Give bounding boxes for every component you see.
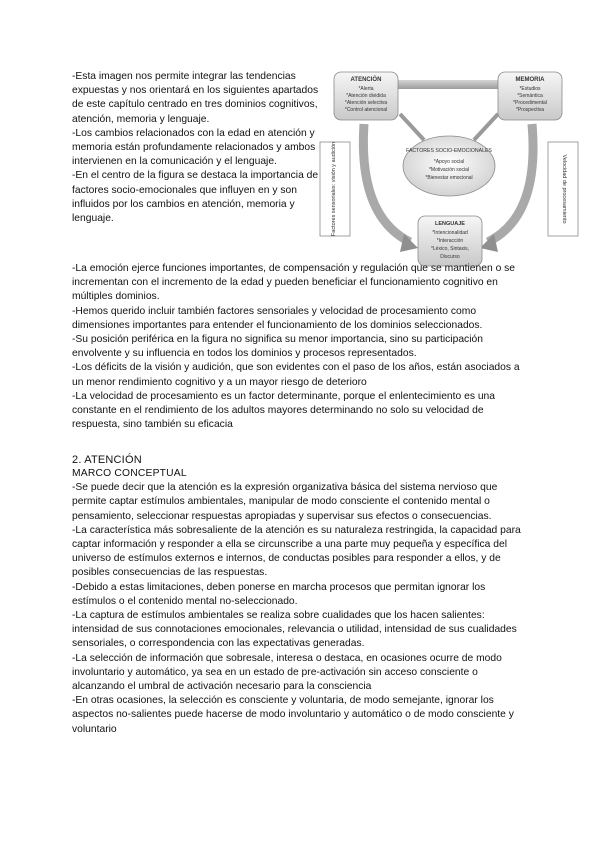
memoria-item: *Prospectiva	[515, 107, 545, 113]
lenguaje-item: *Intencionalidad	[432, 230, 468, 236]
box-lenguaje	[418, 216, 482, 266]
paragraph: -Los déficits de la visión y audición, que son evidentes con el paso de los años, están asociados a un menor rendimiento cognitivo y a un mayor riesgo de deterioro	[72, 362, 520, 388]
lenguaje-item: *Léxico, Sintaxis,	[430, 246, 470, 252]
paragraph: -En otras ocasiones, la selección es consciente y voluntaria, de modo semejante, ignorar los aspectos no-salientes puede hacerse de modo involuntario y automático o de modo consciente y voluntario	[72, 695, 514, 735]
atencion-item: *Control atencional	[344, 107, 388, 113]
paragraph: -La captura de estímulos ambientales se realiza sobre cualidades que los hacen salientes: intensidad de sus connotaciones emocionales, relevancia o utilidad, intensidad de sus cualidades sensoriales, o correspondencia con las expectativas generadas.	[72, 610, 517, 650]
memoria-title: MEMORIA	[515, 77, 545, 83]
lenguaje-item: Discurso	[440, 254, 460, 260]
cognitive-domains-figure	[318, 66, 580, 272]
paragraph: -Esta imagen nos permite integrar las tendencias expuestas y nos orientará en los siguientes apartados de este capítulo centrado en tres dominios cognitivos, atención, memoria y lenguaje.	[72, 71, 319, 125]
paragraph: -En el centro de la figura se destaca la importancia de factores socio-emocionales que influyen en y son influidos por los cambios en atención, memoria y lenguaje.	[72, 170, 319, 225]
paragraph: -La velocidad de procesamiento es un factor determinante, porque el enlentecimiento es una constante en el rendimiento de los adultos mayores determinando no solo su velocidad de respuesta, sino también su eficacia	[72, 390, 496, 431]
memoria-item: *Semántica	[517, 93, 543, 99]
intro-full-width	[72, 262, 532, 432]
arrow-atencion-memoria	[386, 76, 510, 93]
box-atencion	[334, 72, 398, 120]
paragraph: -Hemos querido incluir también factores sensoriales y velocidad de procesamiento como dimensiones importantes para entender el funcionamiento de los dominios seleccionados.	[72, 305, 483, 331]
arrow-memoria-lenguaje	[480, 124, 533, 252]
atencion-item: *Atención selectiva	[344, 100, 388, 106]
atencion-title: ATENCIÓN	[350, 77, 382, 83]
socio-item: *Apoyo social	[433, 159, 465, 165]
paragraph: -La característica más sobresaliente de la atención es su naturaleza restringida, la capacidad para captar información y responder a ella se circunscribe a una parte muy pequeña y específica del universo de estímulos externos e internos, de conductas posibles para responder a ellos, y de posibles consecuencias de las respuestas.	[72, 524, 521, 579]
memoria-item: *Procedimental	[513, 100, 547, 106]
paragraph: -Su posición periférica en la figura no significa su menor importancia, sino su participación envolvente y su influencia en todos los dominios y procesos representados.	[72, 334, 483, 360]
paragraph: -Debido a estas limitaciones, deben ponerse en marcha procesos que permitan ignorar los estímulos o el contenido mental no-seleccionado.	[72, 581, 486, 607]
lenguaje-item: *Interacción	[436, 238, 464, 244]
atencion-item: *Alerta	[358, 86, 374, 92]
section-atencion	[72, 453, 532, 737]
velocidad-procesamiento-label: Velocidad de procesamiento	[561, 154, 567, 224]
section-title: 2. ATENCIÓN	[72, 454, 142, 466]
memoria-item: *Estudios	[519, 86, 541, 92]
lenguaje-title: LENGUAJE	[435, 221, 465, 227]
arrow-atencion-lenguaje	[363, 124, 418, 252]
box-velocidad-procesamiento	[548, 142, 578, 236]
paragraph: -La selección de información que sobresale, interesa o destaca, en ocasiones ocurre de modo involuntario y automático, ya sea en un estado de pre-activación sin acceso consciente o alcanzando el umbral de activación necesario para la consciencia	[72, 652, 502, 693]
ellipse-socio-emocionales	[403, 136, 495, 196]
paragraph: -Los cambios relacionados con la edad en atención y memoria están profundamente relacionados y ambos intervienen en la comunicación y el lenguaje.	[72, 127, 316, 168]
socio-item: *Bienestar emocional	[425, 175, 473, 181]
box-factores-sensoriales	[320, 142, 350, 236]
paragraph: -La emoción ejerce funciones importantes, de compensación y regulación que se mantienen o se incrementan con el incremento de la edad y pueden beneficiar el funcionamiento cognitivo en múltiples dominios.	[72, 263, 516, 303]
section-subtitle: MARCO CONCEPTUAL	[72, 468, 187, 479]
atencion-item: *Atención dividida	[346, 93, 386, 99]
box-memoria	[498, 72, 562, 120]
connector-atencion-socio	[400, 114, 424, 140]
socio-title: FACTORES SOCIO-EMOCIONALES	[406, 148, 492, 154]
connector-memoria-socio	[474, 114, 498, 140]
paragraph: -Se puede decir que la atención es la expresión organizativa básica del sistema nervioso que permite captar estímulos ambientales, manipular de modo consciente el contenido mental o pensamiento, seleccionar respuestas apropiadas y supervisar sus efectos o consecuencias.	[72, 482, 498, 522]
intro-left-column	[72, 70, 320, 226]
factores-sensoriales-label: Factores sensoriales: visión y audición	[331, 141, 337, 237]
socio-item: *Motivación social	[428, 167, 470, 173]
